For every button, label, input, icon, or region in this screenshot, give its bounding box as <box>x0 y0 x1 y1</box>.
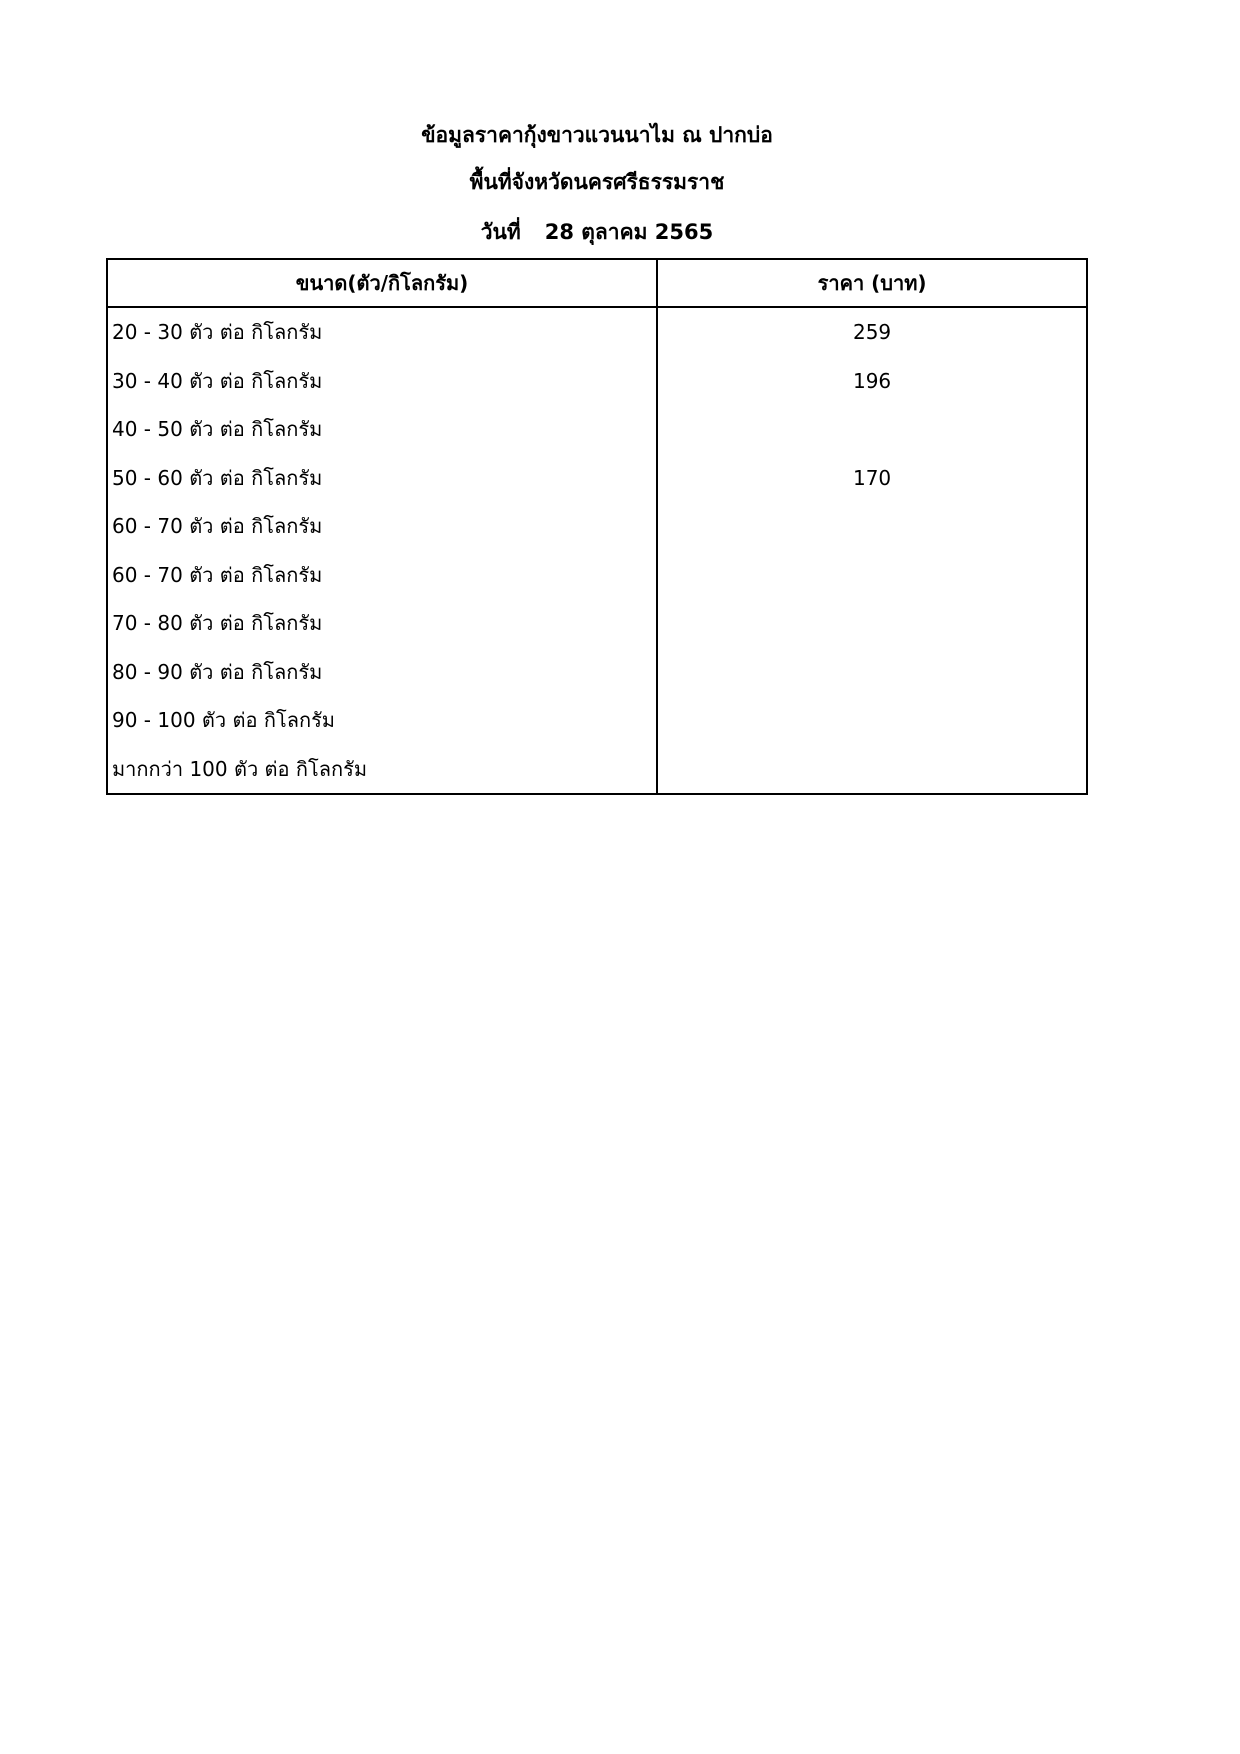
date-line <box>106 217 1088 247</box>
price-cell <box>657 745 1087 795</box>
table-row <box>107 648 1087 697</box>
size-cell: 40 - 50 ตัว ต่อ กิโลกรัม <box>107 405 657 454</box>
date-label: วันที่ <box>480 220 521 244</box>
table-row <box>107 307 1087 357</box>
size-cell: มากกว่า 100 ตัว ต่อ กิโลกรัม <box>107 745 657 795</box>
price-cell <box>657 648 1087 697</box>
table-row <box>107 551 1087 600</box>
size-cell: 60 - 70 ตัว ต่อ กิโลกรัม <box>107 551 657 600</box>
table-row <box>107 599 1087 648</box>
province-subtitle: พื้นที่จังหวัดนครศรีธรรมราช <box>469 170 725 194</box>
table-row <box>107 357 1087 406</box>
price-cell <box>657 696 1087 745</box>
size-cell: 90 - 100 ตัว ต่อ กิโลกรัม <box>107 696 657 745</box>
size-cell: 20 - 30 ตัว ต่อ กิโลกรัม <box>107 307 657 357</box>
size-cell: 30 - 40 ตัว ต่อ กิโลกรัม <box>107 357 657 406</box>
size-cell: 50 - 60 ตัว ต่อ กิโลกรัม <box>107 454 657 503</box>
document-title: ข้อมูลราคากุ้งขาวแวนนาไม ณ ปากบ่อ <box>421 123 773 147</box>
price-cell <box>657 599 1087 648</box>
price-cell <box>657 502 1087 551</box>
table-row <box>107 502 1087 551</box>
table-header-row <box>107 259 1087 307</box>
price-cell: 259 <box>657 307 1087 357</box>
date-value: 28 ตุลาคม 2565 <box>544 220 714 244</box>
table-row <box>107 696 1087 745</box>
table-row <box>107 454 1087 503</box>
shrimp-price-table <box>106 258 1088 795</box>
table-row <box>107 405 1087 454</box>
price-cell <box>657 551 1087 600</box>
size-column-header: ขนาด(ตัว/กิโลกรัม) <box>107 259 657 307</box>
price-cell: 196 <box>657 357 1087 406</box>
size-cell: 60 - 70 ตัว ต่อ กิโลกรัม <box>107 502 657 551</box>
size-cell: 70 - 80 ตัว ต่อ กิโลกรัม <box>107 599 657 648</box>
size-cell: 80 - 90 ตัว ต่อ กิโลกรัม <box>107 648 657 697</box>
price-column-header: ราคา (บาท) <box>657 259 1087 307</box>
price-cell <box>657 405 1087 454</box>
price-cell: 170 <box>657 454 1087 503</box>
table-row <box>107 745 1087 795</box>
